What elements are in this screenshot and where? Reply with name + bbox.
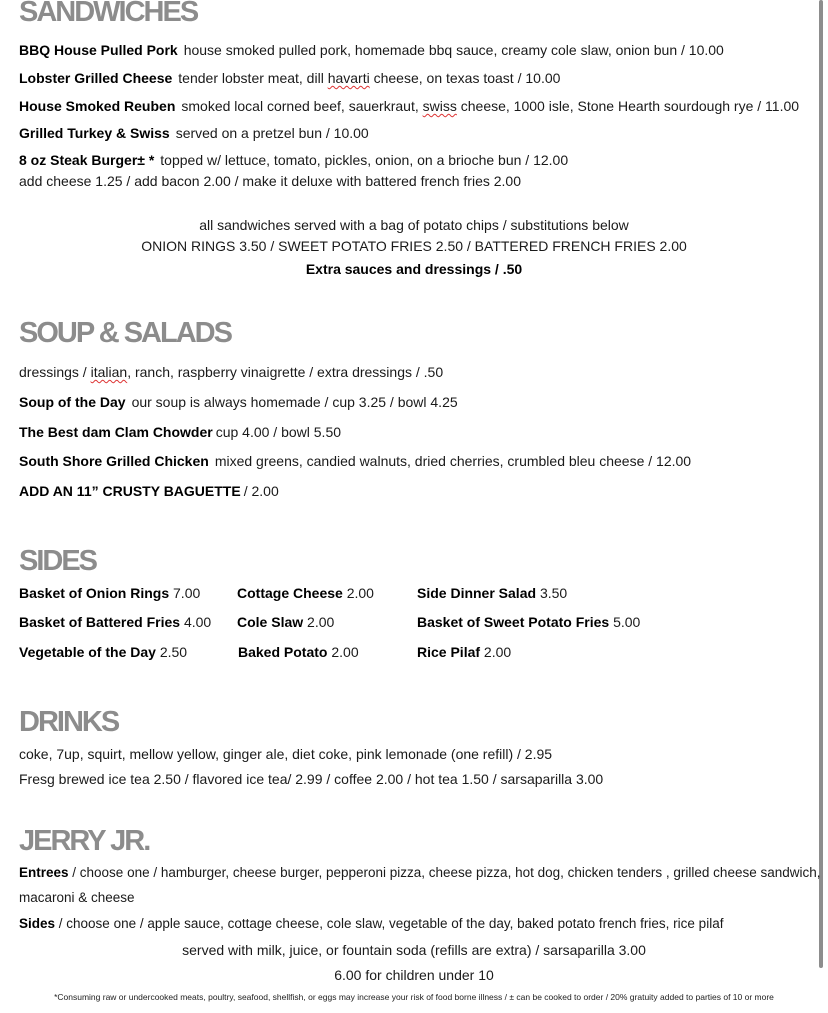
item-name: BBQ House Pulled Pork bbox=[19, 42, 178, 58]
item-price: 2.00 bbox=[483, 644, 512, 660]
item-desc-part: smoked local corned beef, sauerkraut, bbox=[181, 98, 423, 114]
menu-item bbox=[19, 69, 560, 87]
side-item bbox=[19, 584, 200, 602]
side-item bbox=[19, 613, 211, 631]
item-name: South Shore Grilled Chicken bbox=[19, 453, 209, 469]
menu-item bbox=[19, 124, 369, 142]
menu-item bbox=[19, 393, 458, 411]
item-price: 4.00 bbox=[183, 614, 212, 630]
dressings-text bbox=[19, 363, 443, 381]
side-item bbox=[19, 643, 187, 661]
drinks-heading: DRINKS bbox=[19, 706, 119, 738]
dressings-part: dressings / bbox=[19, 364, 91, 380]
item-desc bbox=[181, 98, 799, 114]
item-name: Baked Potato bbox=[238, 644, 328, 660]
drinks-line: Fresg brewed ice tea 2.50 / flavored ice tea/ 2.99 / coffee 2.00 / hot tea 1.50 / sarsaparilla 3.00 bbox=[19, 771, 604, 787]
item-price: 2.00 bbox=[307, 614, 335, 630]
item-price: 2.00 bbox=[346, 585, 374, 601]
item-price: 2.00 bbox=[331, 644, 359, 660]
menu-item bbox=[19, 97, 799, 115]
addons-text: add cheese 1.25 / add bacon 2.00 / make it deluxe with battered french fries 2.00 bbox=[19, 173, 521, 189]
sandwiches-heading: SANDWICHES bbox=[19, 0, 198, 28]
item-desc: cup 4.00 / bowl 5.50 bbox=[215, 424, 342, 440]
item-desc: topped w/ lettuce, tomato, pickles, onion, on a brioche bun / 12.00 bbox=[160, 152, 569, 168]
spellcheck-word: italian bbox=[90, 364, 128, 380]
item-desc bbox=[178, 70, 560, 86]
item-desc: house smoked pulled pork, homemade bbq sauce, creamy cole slaw, onion bun / 10.00 bbox=[183, 42, 724, 58]
item-desc: our soup is always homemade / cup 3.25 / bowl 4.25 bbox=[131, 394, 458, 410]
item-price: 5.00 bbox=[613, 614, 641, 630]
side-item bbox=[238, 643, 359, 661]
kids-sides bbox=[19, 915, 723, 933]
item-price: 7.00 bbox=[173, 585, 201, 601]
kids-entrees-cont: macaroni & cheese bbox=[19, 890, 135, 905]
scrollbar[interactable] bbox=[819, 0, 823, 968]
spellcheck-word: havarti bbox=[327, 70, 370, 86]
side-item bbox=[417, 584, 567, 602]
item-desc-part: cheese, on texas toast / 10.00 bbox=[369, 70, 561, 86]
item-name: ADD AN 11” CRUSTY BAGUETTE bbox=[19, 483, 241, 499]
soup-salads-heading: SOUP & SALADS bbox=[19, 317, 231, 349]
item-name: Side Dinner Salad bbox=[417, 585, 537, 601]
item-name: The Best dam Clam Chowder bbox=[19, 424, 213, 440]
menu-item bbox=[19, 41, 724, 59]
sides-text: / choose one / apple sauce, cottage cheese, cole slaw, vegetable of the day, baked potato french fries, rice pilaf bbox=[55, 916, 724, 931]
item-name: Lobster Grilled Cheese bbox=[19, 70, 173, 86]
footnote: *Consuming raw or undercooked meats, poultry, seafood, shellfish, or eggs may increase your risk of food borne illness / ± can be cooked to order / 20% gratuity added to parties of 10 or more bbox=[54, 992, 774, 1002]
item-name: 8 oz Steak Burger± * bbox=[19, 152, 155, 168]
menu-item bbox=[19, 482, 279, 500]
substitutions-note: ONION RINGS 3.50 / SWEET POTATO FRIES 2.50 / BATTERED FRENCH FRIES 2.00 bbox=[141, 238, 687, 254]
menu-item bbox=[19, 151, 568, 169]
item-desc: served on a pretzel bun / 10.00 bbox=[175, 125, 369, 141]
item-name: Soup of the Day bbox=[19, 394, 126, 410]
jerry-jr-heading: JERRY JR. bbox=[19, 825, 150, 857]
item-name: Basket of Onion Rings bbox=[19, 585, 170, 601]
side-item bbox=[417, 613, 640, 631]
drinks-line: coke, 7up, squirt, mellow yellow, ginger ale, diet coke, pink lemonade (one refill) / 2.95 bbox=[19, 746, 553, 762]
item-name: Grilled Turkey & Swiss bbox=[19, 125, 170, 141]
item-name: Basket of Battered Fries bbox=[19, 614, 181, 630]
item-name: Cole Slaw bbox=[237, 614, 304, 630]
dressings-part: , ranch, raspberry vinaigrette / extra dressings / .50 bbox=[127, 364, 444, 380]
item-name: Rice Pilaf bbox=[417, 644, 481, 660]
item-name: House Smoked Reuben bbox=[19, 98, 176, 114]
item-price: 3.50 bbox=[539, 585, 568, 601]
menu-item bbox=[19, 423, 341, 441]
side-item bbox=[237, 613, 334, 631]
item-desc-part: tender lobster meat, dill bbox=[178, 70, 328, 86]
item-price: 2.50 bbox=[159, 644, 188, 660]
entrees-label: Entrees bbox=[19, 865, 69, 880]
extra-sauces-note: Extra sauces and dressings / .50 bbox=[305, 261, 523, 277]
kids-price: 6.00 for children under 10 bbox=[334, 967, 494, 983]
side-item bbox=[237, 584, 374, 602]
item-name: Vegetable of the Day bbox=[19, 644, 156, 660]
item-name: Basket of Sweet Potato Fries bbox=[417, 614, 610, 630]
entrees-text: / choose one / hamburger, cheese burger, pepperoni pizza, cheese pizza, hot dog, chicken tenders , grilled cheese sandwich, bbox=[68, 865, 821, 880]
sandwich-note: all sandwiches served with a bag of potato chips / substitutions below bbox=[199, 217, 629, 233]
item-desc: / 2.00 bbox=[243, 483, 279, 499]
item-name: Cottage Cheese bbox=[237, 585, 343, 601]
side-item bbox=[417, 643, 511, 661]
menu-item bbox=[19, 452, 691, 470]
kids-entrees bbox=[19, 864, 821, 882]
kids-served-note: served with milk, juice, or fountain soda (refills are extra) / sarsaparilla 3.00 bbox=[182, 942, 646, 958]
item-desc: mixed greens, candied walnuts, dried cherries, crumbled bleu cheese / 12.00 bbox=[214, 453, 692, 469]
spellcheck-word: swiss bbox=[422, 98, 457, 114]
sides-label: Sides bbox=[19, 916, 56, 931]
sides-heading: SIDES bbox=[19, 545, 97, 577]
item-desc-part: cheese, 1000 isle, Stone Hearth sourdough rye / 11.00 bbox=[456, 98, 800, 114]
